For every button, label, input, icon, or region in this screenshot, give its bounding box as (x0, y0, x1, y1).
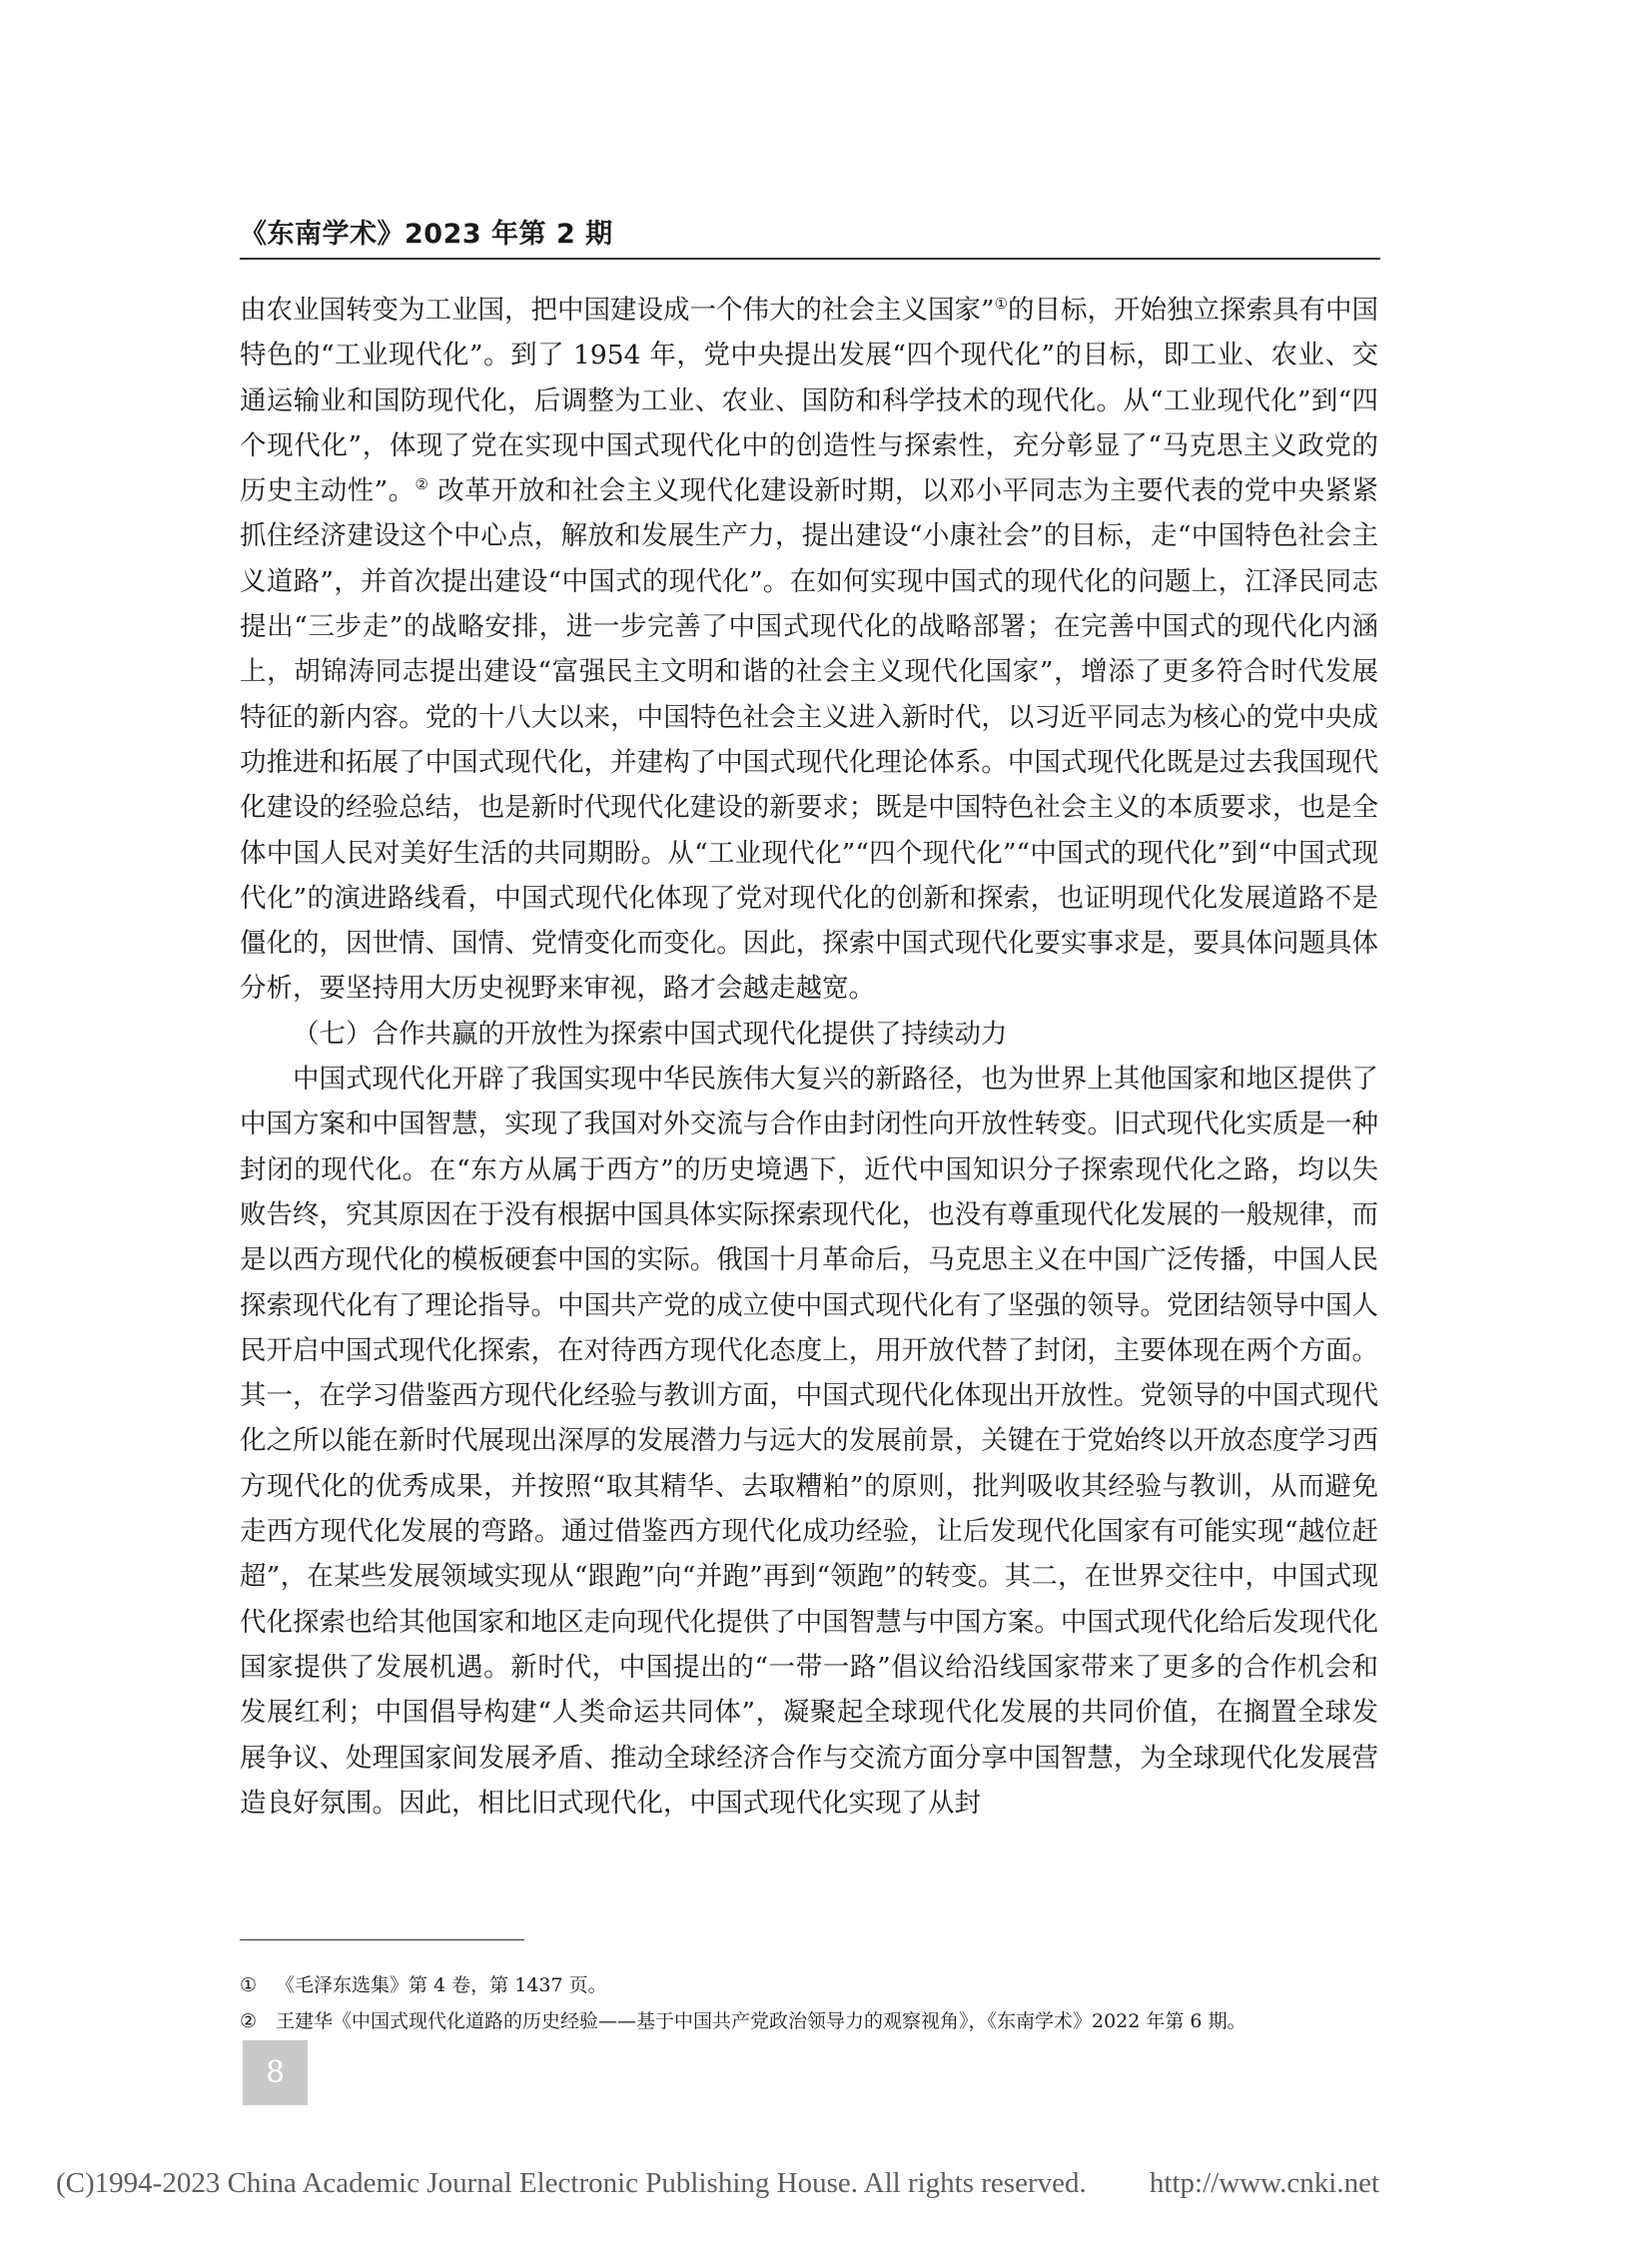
body-paragraph (240, 288, 1378, 1012)
running-header: 《东南学术》2023 年第 2 期 (240, 219, 613, 250)
footnote-text: 王建华《中国式现代化道路的历史经验——基于中国共产党政治领导力的观察视角》，《东南学术》2022 年第 6 期。 (276, 2010, 1246, 2032)
footnote-item (240, 2003, 1380, 2039)
body-paragraph: 中国式现代化开辟了我国实现中华民族伟大复兴的新路径，也为世界上其他国家和地区提供了中国方案和中国智慧，实现了我国对外交流与合作由封闭性向开放性转变。旧式现代化实质是一种封闭的现代化。在“东方从属于西方”的历史境遇下，近代中国知识分子探索现代化之路，均以失败告终，究其原因在于没有根据中国具体实际探索现代化，也没有尊重现代化发展的一般规律，而是以西方现代化的模板硬套中国的实际。俄国十月革命后，马克思主义在中国广泛传播，中国人民探索现代化有了理论指导。中国共产党的成立使中国式现代化有了坚强的领导。党团结领导中国人民开启中国式现代化探索，在对待西方现代化态度上，用开放代替了封闭，主要体现在两个方面。其一，在学习借鉴西方现代化经验与教训方面，中国式现代化体现出开放性。党领导的中国式现代化之所以能在新时代展现出深厚的发展潜力与远大的发展前景，关键在于党始终以开放态度学习西方现代化的优秀成果，并按照“取其精华、去取糟粕”的原则，批判吸收其经验与教训，从而避免走西方现代化发展的弯路。通过借鉴西方现代化成功经验，让后发现代化国家有可能实现“越位赶超”，在某些发展领域实现从“跟跑”向“并跑”再到“领跑”的转变。其二，在世界交往中，中国式现代化探索也给其他国家和地区走向现代化提供了中国智慧与中国方案。中国式现代化给后发现代化国家提供了发展机遇。新时代，中国提出的“一带一路”倡议给沿线国家带来了更多的合作机会和发展红利；中国倡导构建“人类命运共同体”，凝聚起全球现代化发展的共同价值，在搁置全球发展争议、处理国家间发展矛盾、推动全球经济合作与交流方面分享中国智慧，为全球现代化发展营造良好氛围。因此，相比旧式现代化，中国式现代化实现了从封 (240, 1064, 1378, 1819)
footnote-marker: ① (240, 1974, 258, 1996)
footnote-rule (240, 1939, 524, 1940)
header-rule (240, 258, 1380, 260)
cnki-link[interactable]: http://www.cnki.net (1149, 2167, 1379, 2199)
copyright-footer (56, 2167, 1379, 2200)
paragraph-text: 改革开放和社会主义现代化建设新时期，以邓小平同志为主要代表的党中央紧紧抓住经济建设这个中心点，解放和发展生产力，提出建设“小康社会”的目标，走“中国特色社会主义道路”，并首次提出建设“中国式的现代化”。在如何实现中国式的现代化的问题上，江泽民同志提出“三步走”的战略安排，进一步完善了中国式现代化的战略部署；在完善中国式的现代化内涵上，胡锦涛同志提出建设“富强民主文明和谐的社会主义现代化国家”，增添了更多符合时代发展特征的新内容。党的十八大以来，中国特色社会主义进入新时代，以习近平同志为核心的党中央成功推进和拓展了中国式现代化，并建构了中国式现代化理论体系。中国式现代化既是过去我国现代化建设的经验总结，也是新时代现代化建设的新要求；既是中国特色社会主义的本质要求，也是全体中国人民对美好生活的共同期盼。从“工业现代化”“四个现代化”“中国式的现代化”到“中国式现代化”的演进路线看，中国式现代化体现了党对现代化的创新和探索，也证明现代化发展道路不是僵化的，因世情、国情、党情变化而变化。因此，探索中国式现代化要实事求是，要具体问题具体分析，要坚持用大历史视野来审视，路才会越走越宽。 (240, 475, 1378, 1005)
section-heading: （七）合作共赢的开放性为探索中国式现代化提供了持续动力 (293, 1018, 1008, 1050)
paragraph-text: 由农业国转变为工业国，把中国建设成一个伟大的社会主义国家” (240, 295, 995, 326)
copyright-notice: (C)1994-2023 China Academic Journal Electronic Publishing House. All rights reserved. (56, 2167, 1087, 2199)
footnotes (240, 1967, 1380, 2039)
paragraph-text: 的目标，开始独立探索具有中国特色的“工业现代化”。到了 1954 年，党中央提出发展“四个现代化”的目标，即工业、农业、交通运输业和国防现代化，后调整为工业、农业、国防和科学技术的现代化。从“工业现代化”到“四个现代化”，体现了党在实现中国式现代化中的创造性与探索性，充分彰显了“马克思主义政党的历史主动性”。 (240, 295, 1379, 507)
article-body (240, 288, 1378, 1826)
footnote-text: 《毛泽东选集》第 4 卷，第 1437 页。 (276, 1974, 607, 1996)
footnote-item (240, 1967, 1380, 2003)
footnote-ref-1[interactable]: ① (994, 295, 1009, 314)
page-number: 8 (243, 2040, 308, 2105)
footnote-marker: ② (240, 2010, 258, 2032)
footnote-ref-2[interactable]: ② (414, 475, 429, 494)
